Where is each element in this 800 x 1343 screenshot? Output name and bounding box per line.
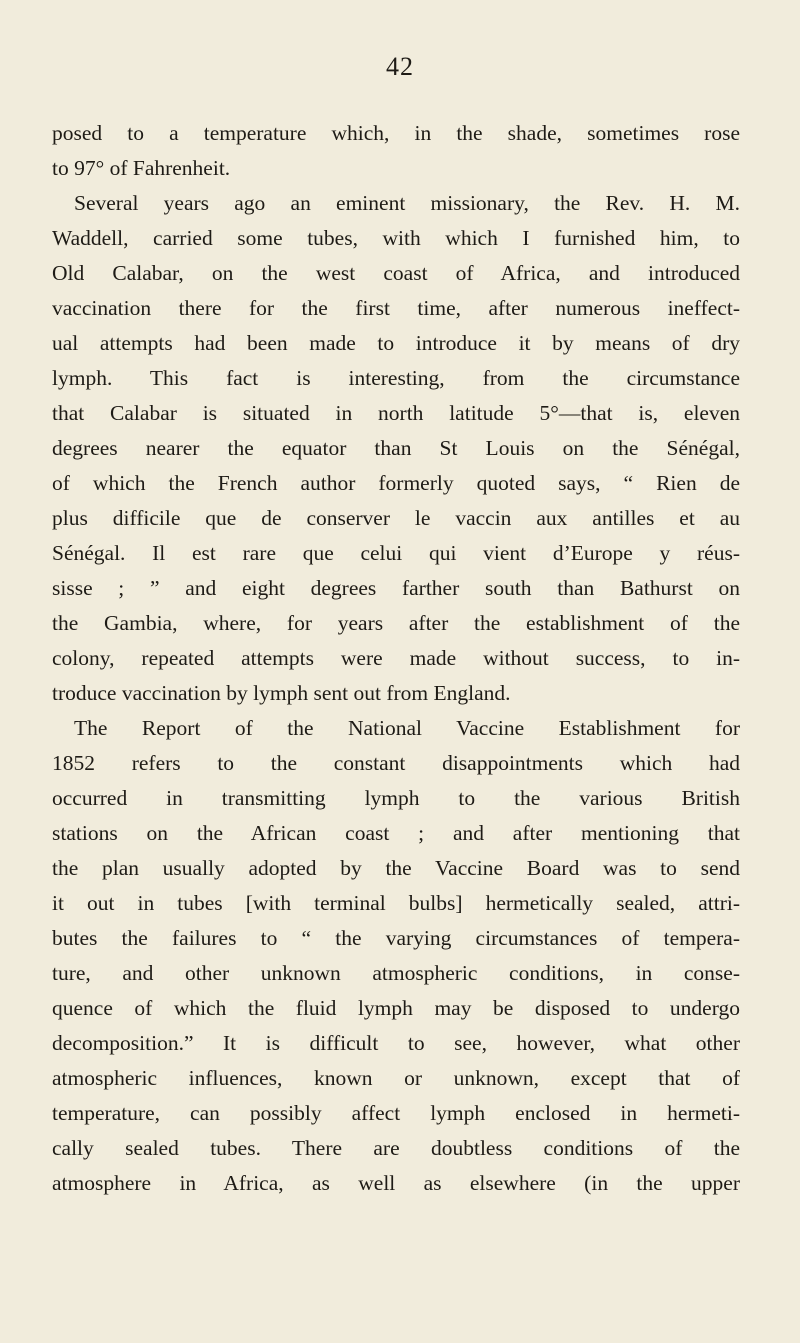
text-line: stations on the African coast ; and after mentioning that xyxy=(52,821,740,845)
text-line: Waddell, carried some tubes, with which I furnished him, to xyxy=(52,226,740,250)
text-line: atmosphere in Africa, as well as elsewhere (in the upper xyxy=(52,1171,740,1195)
text-line: posed to a temperature which, in the shade, sometimes rose xyxy=(52,121,740,145)
text-line: degrees nearer the equator than St Louis on the Sénégal, xyxy=(52,436,740,460)
text-line: atmospheric influences, known or unknown, except that of xyxy=(52,1066,740,1090)
body-text xyxy=(52,116,740,1201)
text-line: of which the French author formerly quoted says, “ Rien de xyxy=(52,471,740,495)
text-line: vaccination there for the first time, after numerous ineffect- xyxy=(52,296,740,320)
text-line: lymph. This fact is interesting, from the circumstance xyxy=(52,366,740,390)
text-line: that Calabar is situated in north latitude 5°—that is, eleven xyxy=(52,401,740,425)
text-line: butes the failures to “ the varying circumstances of tempera- xyxy=(52,926,740,950)
text-line: colony, repeated attempts were made without success, to in- xyxy=(52,646,740,670)
text-line: to 97° of Fahrenheit. xyxy=(52,156,231,180)
text-line: The Report of the National Vaccine Establishment for xyxy=(74,716,740,740)
text-line: 1852 refers to the constant disappointments which had xyxy=(52,751,740,775)
text-line: it out in tubes [with terminal bulbs] hermetically sealed, attri- xyxy=(52,891,740,915)
text-line: temperature, can possibly affect lymph enclosed in hermeti- xyxy=(52,1101,740,1125)
text-line: decomposition.” It is difficult to see, however, what other xyxy=(52,1031,740,1055)
text-line: ual attempts had been made to introduce it by means of dry xyxy=(52,331,740,355)
text-line: troduce vaccination by lymph sent out from England. xyxy=(52,681,511,705)
text-line: plus difficile que de conserver le vaccin aux antilles et au xyxy=(52,506,740,530)
text-line: the Gambia, where, for years after the establishment of the xyxy=(52,611,740,635)
text-line: Sénégal. Il est rare que celui qui vient d’Europe y réus- xyxy=(52,541,740,565)
text-line: occurred in transmitting lymph to the various British xyxy=(52,786,740,810)
text-line: cally sealed tubes. There are doubtless conditions of the xyxy=(52,1136,740,1160)
text-line: Old Calabar, on the west coast of Africa, and introduced xyxy=(52,261,740,285)
text-line: the plan usually adopted by the Vaccine Board was to send xyxy=(52,856,740,880)
text-line: quence of which the fluid lymph may be disposed to undergo xyxy=(52,996,740,1020)
text-line: ture, and other unknown atmospheric conditions, in conse- xyxy=(52,961,740,985)
text-line: Several years ago an eminent missionary, the Rev. H. M. xyxy=(74,191,740,215)
text-line: sisse ; ” and eight degrees farther south than Bathurst on xyxy=(52,576,740,600)
page-number: 42 xyxy=(386,52,414,81)
